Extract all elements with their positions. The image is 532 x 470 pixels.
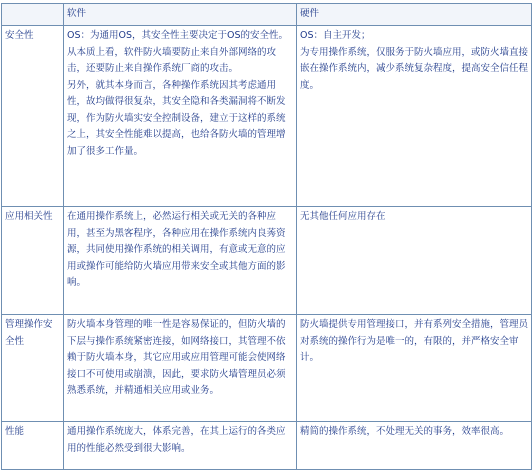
firewall-comparison-table	[1, 3, 532, 470]
table-header-row	[2, 4, 532, 26]
row-label-application-relevance: 应用相关性	[2, 207, 64, 315]
row-label-security: 安全性	[2, 26, 64, 207]
table-row-performance	[2, 422, 532, 470]
software-security-line-1: OS：为通用OS，其安全性主要决定于OS的安全性。	[67, 30, 289, 41]
hardware-application-line-1: 无其他任何应用存在	[300, 211, 386, 222]
hardware-security-line-1: OS：自主开发；	[300, 30, 371, 41]
table-row-security	[2, 26, 532, 207]
hardware-security-line-2: 为专用操作系统，仅服务于防火墙应用，或防火墙直接嵌在操作系统内，减少系统复杂程度，提高安全信任程度。	[300, 46, 529, 91]
software-cell-management-security	[64, 315, 297, 422]
hardware-cell-management-security	[297, 315, 532, 422]
software-application-line-1: 在通用操作系统上，必然运行相关或无关的各种应用，甚至为黑客程序，各种应用在操作系统内良莠资源，共同使用操作系统的相关调用，有意或无意的应用或操作可能给防火墙应用带来安全或其他方面的影响。	[67, 211, 286, 288]
software-management-line-1: 防火墙本身管理的唯一性是容易保证的，但防火墙的下层与操作系统紧密连接，如网络接口，其管理不依赖于防火墙本身，其它应用或应用管理可能会使网络接口不可使用或崩溃，因此，要求防火墙管理员必须熟悉系统，并精通相关应用或业务。	[67, 319, 286, 396]
software-cell-application-relevance	[64, 207, 297, 315]
software-cell-performance	[64, 422, 297, 470]
hardware-cell-application-relevance	[297, 207, 532, 315]
header-hardware-cell: 硬件	[297, 4, 532, 26]
software-security-line-3: 另外，就其本身而言，各种操作系统因其考虑通用性，故均做得很复杂，其安全隐和各类漏洞将不断发现，作为防火墙实安全控制设备，建立于这样的系统之上，其安全性能难以提高，也给各防火墙的管理增加了很多工作量。	[67, 79, 286, 157]
table-row-application-relevance	[2, 207, 532, 315]
software-performance-line-1: 通用操作系统庞大，体系完善，在其上运行的各类应用的性能必然受到很大影响。	[67, 426, 286, 454]
hardware-performance-line-1: 精简的操作系统，不处理无关的事务，效率很高。	[300, 426, 510, 437]
table-row-management-security	[2, 315, 532, 422]
row-label-performance: 性能	[2, 422, 64, 470]
row-label-management-security: 管理操作安全性	[2, 315, 64, 422]
hardware-cell-security	[297, 26, 532, 207]
software-security-line-2: 从本质上看，软件防火墙要防止来自外部网络的攻击，还要防止来自操作系统厂商的攻击。	[67, 46, 277, 74]
hardware-management-line-1: 防火墙提供专用管理接口，并有系列安全措施，管理员对系统的操作行为是唯一的，有限的，并严格安全审计。	[300, 319, 529, 363]
software-cell-security	[64, 26, 297, 207]
header-software-cell: 软件	[64, 4, 297, 26]
hardware-cell-performance	[297, 422, 532, 470]
header-label-cell	[2, 4, 64, 26]
